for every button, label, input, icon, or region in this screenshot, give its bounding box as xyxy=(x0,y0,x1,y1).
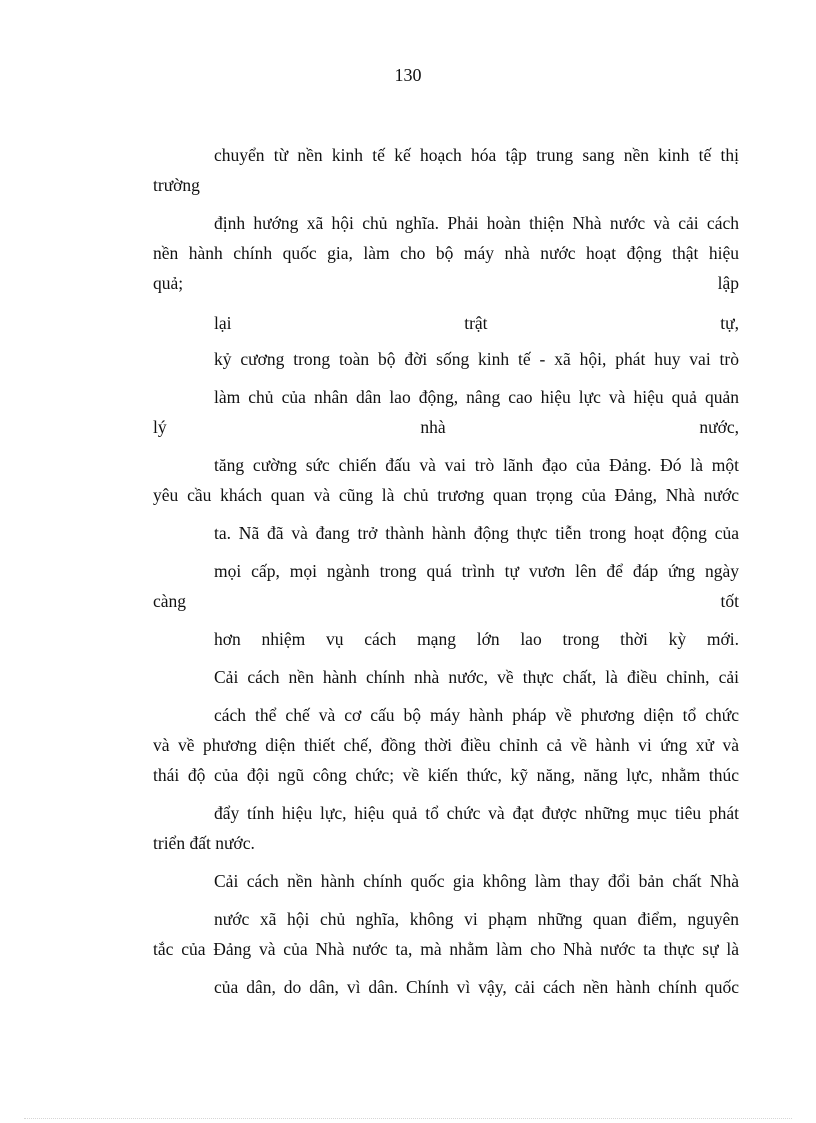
text-line: của dân, do dân, vì dân. Chính vì vậy, cải cách nền hành chính quốc xyxy=(214,977,739,997)
text-line: lại trật tự, xyxy=(214,313,739,333)
text-line: trường xyxy=(153,175,200,195)
text-line: triển đất nước. xyxy=(153,833,255,853)
text-line: mọi cấp, mọi ngành trong quá trình tự vươn lên để đáp ứng ngày xyxy=(214,561,739,581)
text-line: thái độ của đội ngũ công chức; về kiến thức, kỹ năng, năng lực, nhằm thúc xyxy=(153,765,739,785)
page-bottom-border xyxy=(24,1118,792,1119)
text-line: hơn nhiệm vụ cách mạng lớn lao trong thời kỳ mới. xyxy=(214,629,739,649)
text-line: nền hành chính quốc gia, làm cho bộ máy nhà nước hoạt động thật hiệu xyxy=(153,243,739,263)
text-line: và về phương diện thiết chế, đồng thời điều chỉnh cả về hành vi ứng xử và xyxy=(153,735,739,755)
text-line: nước xã hội chủ nghĩa, không vi phạm những quan điểm, nguyên xyxy=(214,909,739,929)
page-number: 130 xyxy=(394,65,422,85)
text-line: làm chủ của nhân dân lao động, nâng cao hiệu lực và hiệu quả quản xyxy=(214,387,739,407)
text-line: định hướng xã hội chủ nghĩa. Phải hoàn thiện Nhà nước và cải cách xyxy=(214,213,739,233)
text-line: quả; lập xyxy=(153,273,739,293)
text-line: kỷ cương trong toàn bộ đời sống kinh tế - xã hội, phát huy vai trò xyxy=(214,349,739,369)
text-line: Cải cách nền hành chính quốc gia không làm thay đổi bản chất Nhà xyxy=(214,871,739,891)
text-line: chuyển từ nền kinh tế kế hoạch hóa tập trung sang nền kinh tế thị xyxy=(214,145,739,165)
text-line: tăng cường sức chiến đấu và vai trò lãnh đạo của Đảng. Đó là một xyxy=(214,455,739,475)
text-line: ta. Nã đã và đang trở thành hành động thực tiễn trong hoạt động của xyxy=(214,523,739,543)
text-line: đẩy tính hiệu lực, hiệu quả tổ chức và đạt được những mục tiêu phát xyxy=(214,803,739,823)
text-line: cách thể chế và cơ cấu bộ máy hành pháp về phương diện tổ chức xyxy=(214,705,739,725)
text-line: lý nhà nước, xyxy=(153,417,739,437)
text-line: càng tốt xyxy=(153,591,739,611)
text-line: Cải cách nền hành chính nhà nước, về thực chất, là điều chỉnh, cải xyxy=(214,667,739,687)
text-line: tắc của Đảng và của Nhà nước ta, mà nhằm làm cho Nhà nước ta thực sự là xyxy=(153,939,739,959)
text-line: yêu cầu khách quan và cũng là chủ trương quan trọng của Đảng, Nhà nước xyxy=(153,485,739,505)
